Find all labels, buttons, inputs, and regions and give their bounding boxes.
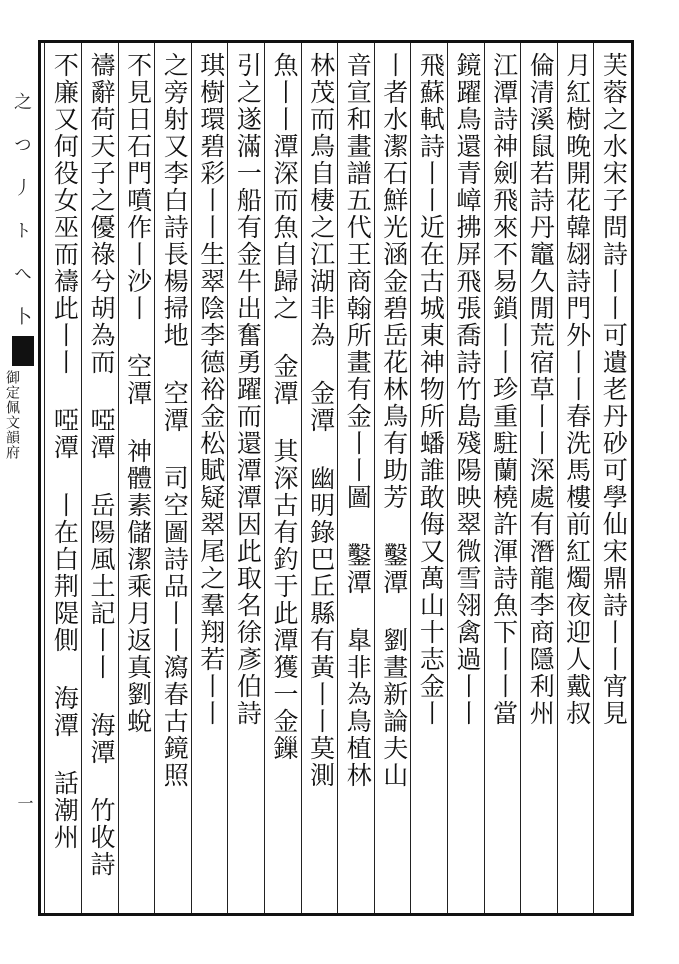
text-column: 芙蓉之水宋子問詩丨丨可遺老丹砂可學仙宋鼎詩丨丨宵見 (599, 52, 629, 727)
text-column: 鏡躍鳥還青嶂拂屏飛張喬詩竹島殘陽映翠微雪翎禽過丨丨 (453, 52, 482, 727)
text-column: 丨者水潔石鮮光涵金碧岳花林鳥有助芳 鑿潭 劉晝新論夫山 (379, 52, 409, 789)
text-column: 飛蘇軾詩丨丨近在古城東神物所蟠誰敢侮又萬山十志金丨 (416, 52, 446, 727)
text-column: 月紅樹晚開花韓翃詩門外丨丨春洗馬樓前紅燭夜迎人戴叔 (562, 52, 592, 727)
margin-fragment: 之 つ 丿 ト へ 卜 (11, 92, 32, 327)
fish-tail-mark (12, 336, 34, 366)
text-column: 引之遂滿一船有金牛出奮勇躍而還潭潭因此取名徐彥伯詩 (233, 52, 263, 727)
text-column: 琪樹環碧彩丨丨生翠陰李德裕金松賦疑翠尾之羣翔若丨丨 (196, 52, 226, 727)
text-column: 江潭詩神劍飛來不易鎖丨丨珍重駐蘭橈許渾詩魚下丨丨當 (489, 52, 519, 727)
text-column: 音宣和畫譜五代王商翰所畫有金丨丨圖 鑿潭 臯非為鳥植林 (343, 52, 373, 789)
text-column: 倫清溪鼠若詩丹竈久閒荒宿草丨丨深處有潛龍李商隱利州 (526, 52, 556, 727)
text-column: 禱辭荷天子之優祿兮胡為而 啞潭 岳陽風土記丨丨 海潭 竹收詩 (87, 52, 116, 878)
book-title: 御定佩文韻府 (4, 370, 20, 460)
text-column: 林茂而鳥自棲之江湖非為 金潭 幽明錄巴丘縣有黃丨丨莫測 (306, 52, 336, 789)
page-mark: 一 (15, 795, 34, 811)
text-column: 不廉又何役女巫而禱此丨丨 啞潭 丨在白荆隄側 海潭 話潮州 (50, 52, 80, 851)
left-margin (0, 40, 36, 916)
text-column: 魚丨丨潭深而魚自歸之 金潭 其深古有釣于此潭獲一金鏁 (270, 52, 299, 762)
text-column: 之旁射又李白詩長楊掃地 空潭 司空圖詩品丨丨瀉春古鏡照 (160, 52, 190, 789)
text-column: 不見日石門噴作丨沙丨 空潭 神體素儲潔乘月返真劉蛻 (123, 52, 153, 735)
